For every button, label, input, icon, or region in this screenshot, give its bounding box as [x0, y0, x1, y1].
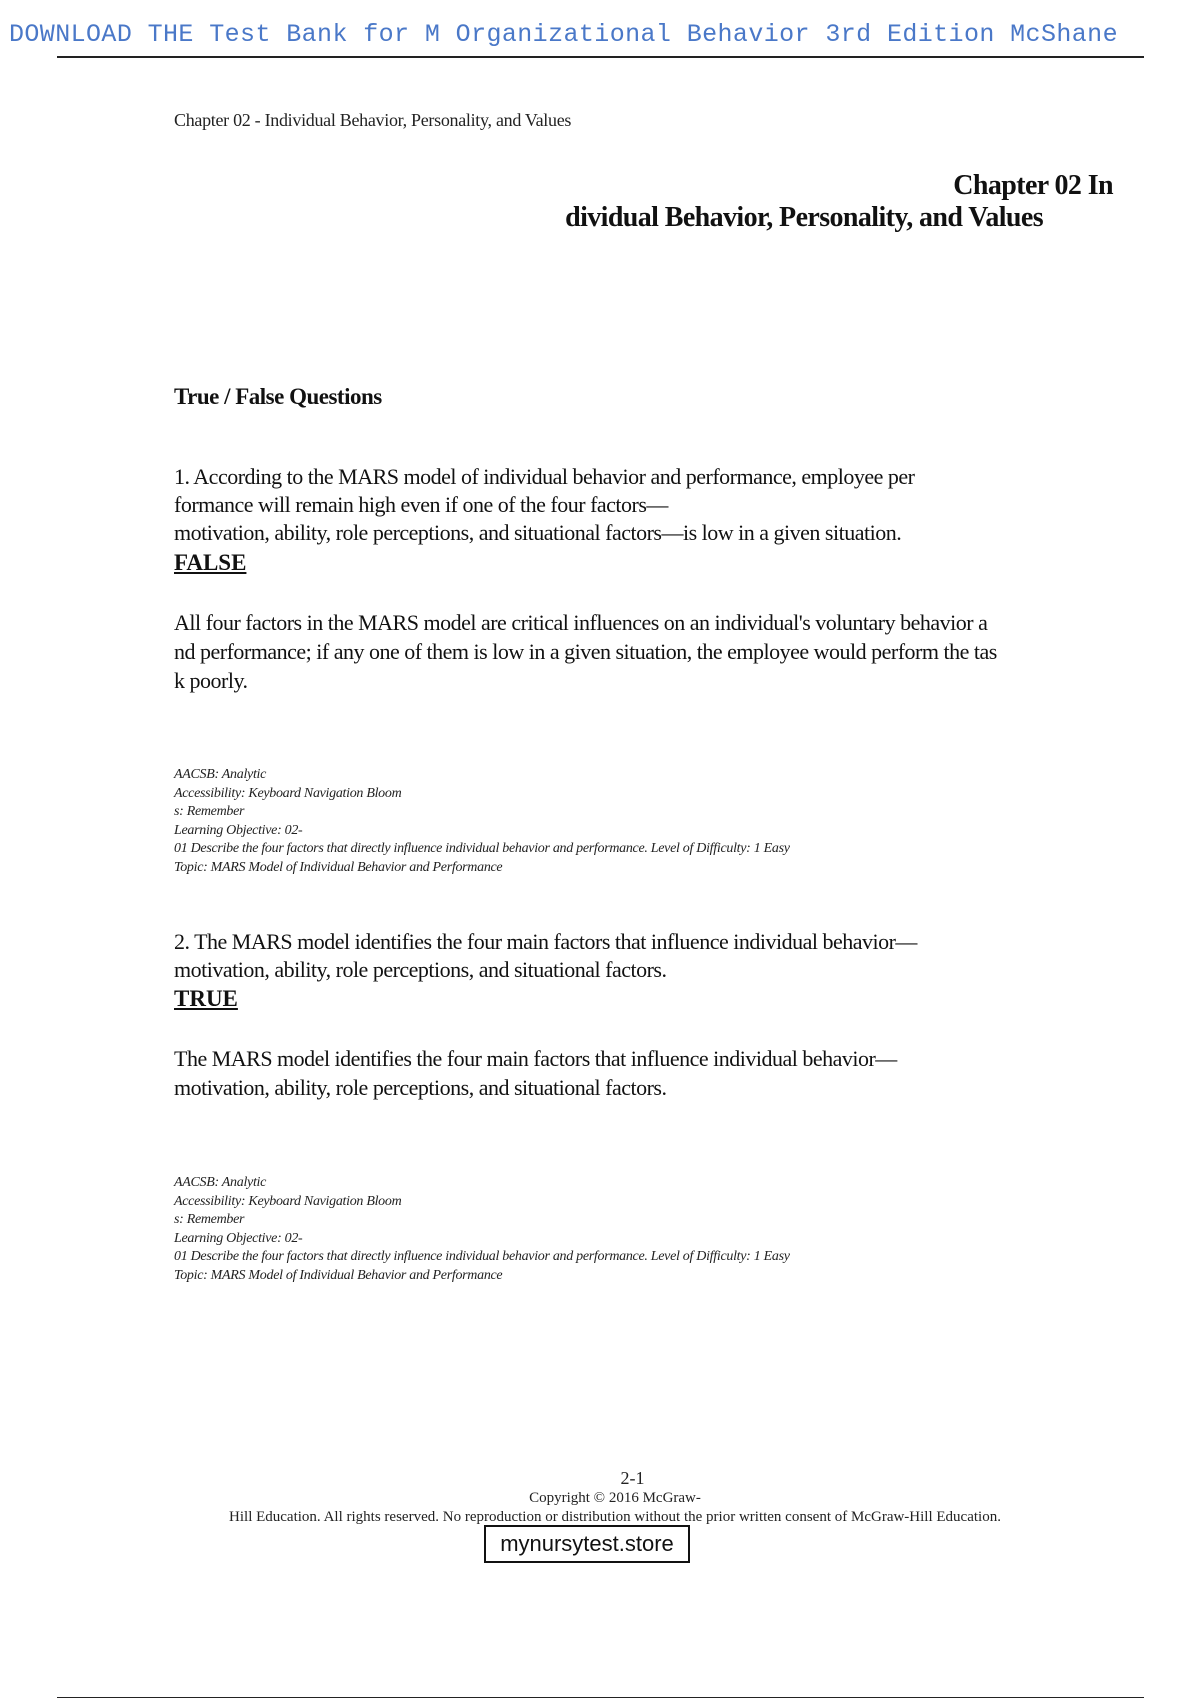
question-line: formance will remain high even if one of the four factors— — [174, 492, 668, 517]
question-1-metadata — [174, 766, 994, 877]
copyright-line-1: Copyright © 2016 McGraw- — [529, 1490, 701, 1506]
section-heading: True / False Questions — [174, 384, 382, 409]
question-1-text — [174, 463, 1104, 547]
meta-line: s: Remember — [174, 1212, 245, 1227]
chapter-title-line1: Chapter 02 In — [953, 170, 1113, 201]
question-2-metadata — [174, 1174, 994, 1285]
question-line: motivation, ability, role perceptions, and situational factors. — [174, 957, 667, 982]
meta-line: AACSB: Analytic — [174, 1175, 267, 1190]
meta-line: 01 Describe the four factors that directly influence individual behavior and performance. Level of Difficulty: 1 Easy — [174, 841, 790, 856]
explanation-line: k poorly. — [174, 668, 248, 693]
meta-line: s: Remember — [174, 804, 245, 819]
explanation-line: nd performance; if any one of them is low in a given situation, the employee would perform the tas — [174, 639, 997, 664]
copyright-line-2: Hill Education. All rights reserved. No reproduction or distribution without the prior written consent of McGraw-Hill Education. — [229, 1509, 1001, 1525]
question-2-text — [174, 928, 1104, 984]
meta-line: Topic: MARS Model of Individual Behavior and Performance — [174, 1267, 503, 1283]
meta-line: 01 Describe the four factors that directly influence individual behavior and performance. Level of Difficulty: 1 Easy — [174, 1249, 790, 1264]
chapter-title — [540, 170, 1113, 234]
meta-line: Learning Objective: 02- — [174, 822, 303, 838]
meta-line: Learning Objective: 02- — [174, 1230, 303, 1246]
top-rule — [57, 56, 1144, 58]
meta-line: Accessibility: Keyboard Navigation Bloom — [174, 785, 402, 801]
meta-line: Topic: MARS Model of Individual Behavior and Performance — [174, 859, 503, 875]
question-2-answer: TRUE — [174, 986, 238, 1011]
question-line: motivation, ability, role perceptions, and situational factors—is low in a given situation. — [174, 520, 902, 545]
download-banner: DOWNLOAD THE Test Bank for M Organizational Behavior 3rd Edition McShane — [9, 20, 1118, 49]
running-header: Chapter 02 - Individual Behavior, Personality, and Values — [174, 110, 572, 130]
explanation-line: The MARS model identifies the four main factors that influence individual behavior— — [174, 1046, 897, 1071]
question-2-explanation — [174, 1044, 1104, 1102]
question-line: 2. The MARS model identifies the four main factors that influence individual behavior— — [174, 929, 917, 954]
question-line: 1. According to the MARS model of individual behavior and performance, employee per — [174, 464, 915, 489]
watermark-badge: mynursytest.store — [484, 1525, 690, 1563]
page-number: 2-1 — [620, 1468, 645, 1488]
chapter-title-line2: dividual Behavior, Personality, and Values — [565, 202, 1043, 233]
bottom-rule — [57, 1697, 1144, 1698]
explanation-line: All four factors in the MARS model are critical influences on an individual's voluntary behavior a — [174, 610, 988, 635]
question-1-answer: FALSE — [174, 550, 247, 575]
meta-line: Accessibility: Keyboard Navigation Bloom — [174, 1193, 402, 1209]
explanation-line: motivation, ability, role perceptions, and situational factors. — [174, 1075, 667, 1100]
question-1-explanation — [174, 608, 1104, 695]
meta-line: AACSB: Analytic — [174, 767, 267, 782]
